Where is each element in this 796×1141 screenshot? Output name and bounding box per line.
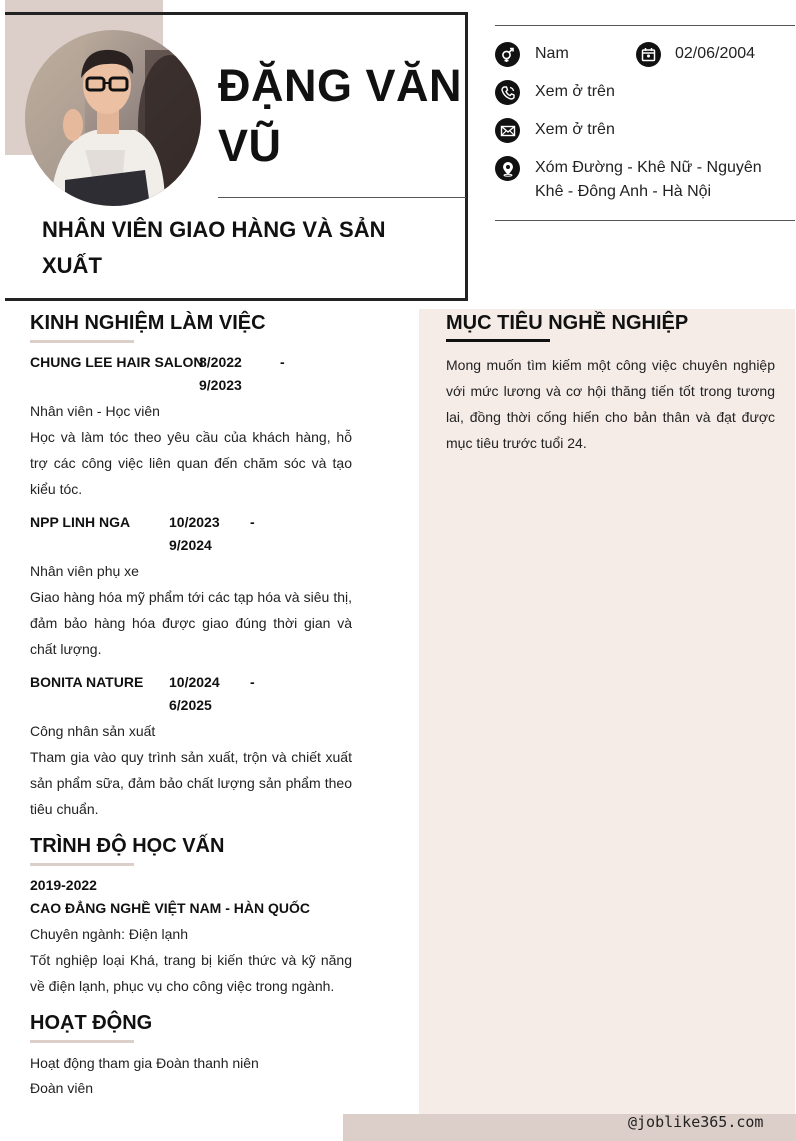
candidate-position: NHÂN VIÊN GIAO HÀNG VÀ SẢN XUẤT	[42, 217, 386, 278]
address-value: Xóm Đường - Khê Nữ - Nguyên Khê - Đông Anh - Hà Nội	[535, 159, 762, 200]
job-role: Công nhân sản xuất	[30, 723, 156, 739]
objective-text: Mong muốn tìm kiếm một công việc chuyên nghiệp với mức lương và cơ hội thăng tiến tốt trong tương lai, đồng thời cống hiến cho bản thân và đạt được mục tiêu trước tuổi 24.	[446, 357, 775, 451]
calendar-icon	[636, 42, 661, 67]
experience-underline	[30, 340, 134, 343]
job-company: BONITA NATURE	[30, 674, 144, 690]
activities-underline	[30, 1040, 134, 1043]
job-description: Tham gia vào quy trình sản xuất, trộn và chiết xuất sản phẩm sữa, đảm bảo chất lượng sản phẩm theo tiêu chuẩn.	[30, 749, 352, 817]
job-role: Nhân viên phụ xe	[30, 563, 139, 579]
avatar	[25, 30, 201, 206]
email-icon	[495, 118, 520, 143]
job-date-dash: -	[250, 674, 255, 690]
contact-bottom-divider	[495, 220, 795, 221]
education-description: Tốt nghiệp loại Khá, trang bị kiến thức và kỹ năng về điện lạnh, phục vụ cho công việc trong ngành.	[30, 952, 352, 994]
avatar-photo	[25, 30, 201, 206]
phone-icon	[495, 80, 520, 105]
education-major: Chuyên ngành: Điện lạnh	[30, 926, 189, 942]
objective-underline	[446, 339, 550, 342]
footer-watermark: @joblike365.com	[628, 1113, 764, 1131]
candidate-name: ĐẶNG VĂN VŨ	[218, 60, 463, 171]
experience-title: KINH NGHIỆM LÀM VIỆC	[30, 312, 266, 334]
location-icon	[495, 156, 520, 181]
job-date-dash: -	[280, 354, 285, 370]
job-start: 10/2024	[169, 674, 220, 690]
job-description: Học và làm tóc theo yêu cầu của khách hàng, hỗ trợ các công việc liên quan đến chăm sóc và tạo kiểu tóc.	[30, 429, 352, 497]
birthday-value: 02/06/2004	[675, 45, 756, 62]
job-start: 10/2023	[169, 514, 220, 530]
activities-title: HOẠT ĐỘNG	[30, 1012, 153, 1034]
job-company: NPP LINH NGA	[30, 514, 131, 530]
activity-item: Đoàn viên	[30, 1080, 94, 1096]
job-end: 9/2023	[199, 377, 242, 393]
gender-icon	[495, 42, 520, 67]
phone-value: Xem ở trên	[535, 83, 615, 100]
education-school: CAO ĐẲNG NGHỀ VIỆT NAM - HÀN QUỐC	[30, 900, 310, 916]
gender-value: Nam	[535, 45, 569, 62]
objective-title: MỤC TIÊU NGHỀ NGHIỆP	[446, 312, 689, 334]
education-title: TRÌNH ĐỘ HỌC VẤN	[30, 835, 225, 857]
education-years: 2019-2022	[30, 877, 97, 893]
activity-item: Hoạt động tham gia Đoàn thanh niên	[30, 1055, 259, 1071]
contact-top-divider	[495, 25, 795, 26]
email-value: Xem ở trên	[535, 121, 615, 138]
name-divider	[218, 197, 466, 198]
job-date-dash: -	[250, 514, 255, 530]
job-description: Giao hàng hóa mỹ phẩm tới các tạp hóa và siêu thị, đảm bảo hàng hóa được giao đúng thời gian và chất lượng.	[30, 589, 352, 657]
job-start: 8/2022	[199, 354, 242, 370]
job-company: CHUNG LEE HAIR SALON	[30, 354, 204, 370]
education-underline	[30, 863, 134, 866]
job-end: 6/2025	[169, 697, 212, 713]
job-role: Nhân viên - Học viên	[30, 403, 160, 419]
job-end: 9/2024	[169, 537, 212, 553]
